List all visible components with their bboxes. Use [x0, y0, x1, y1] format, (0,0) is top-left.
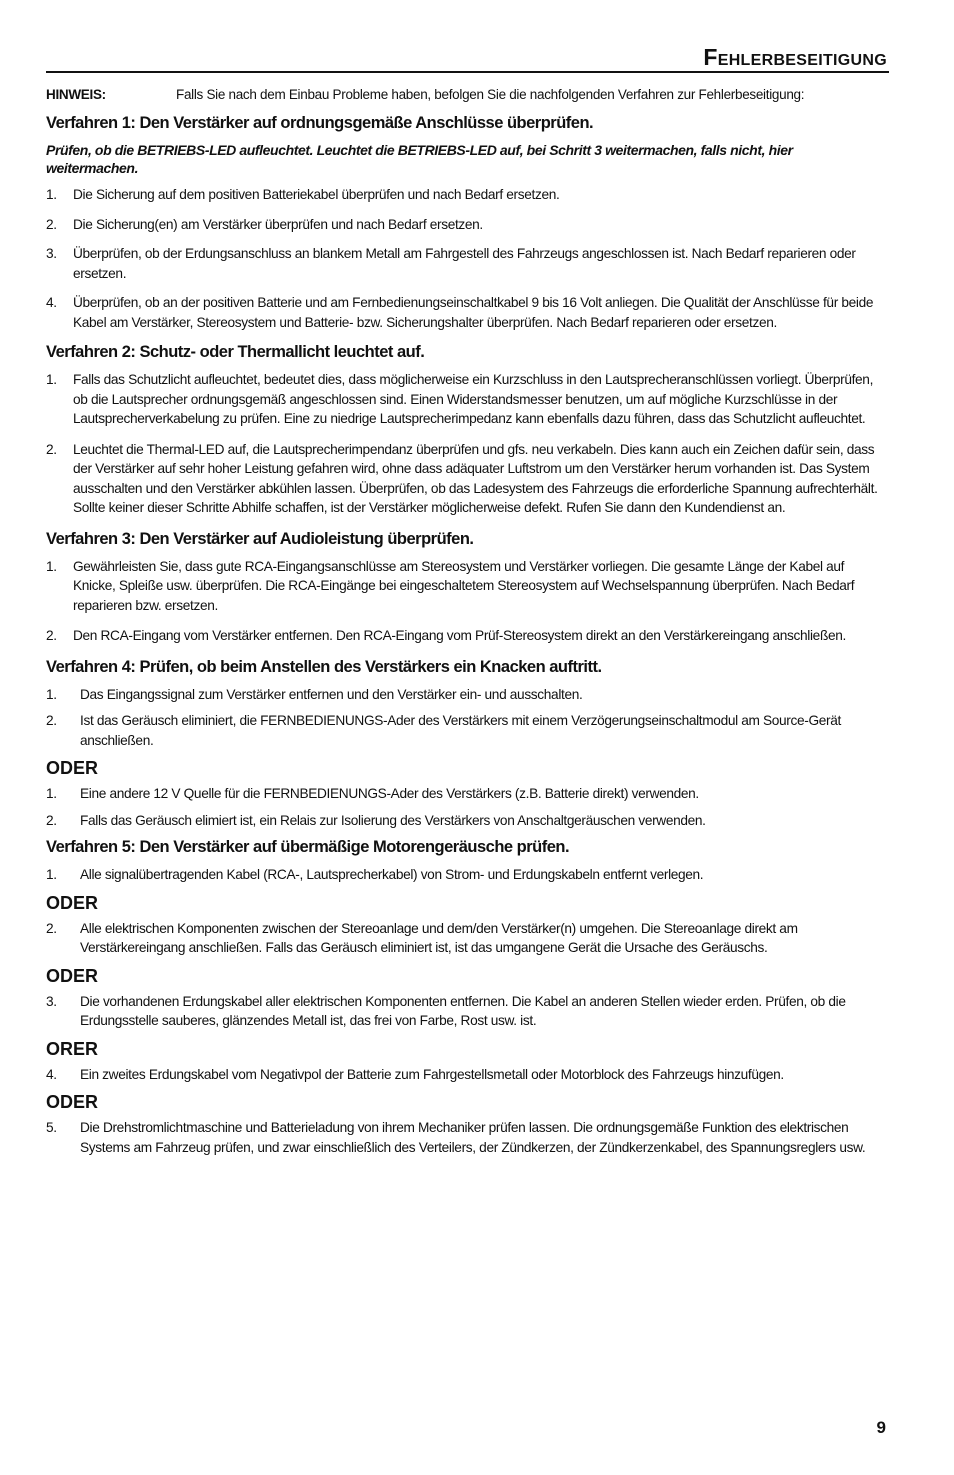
item-number: 1.: [46, 786, 57, 801]
procedure-3-list: [46, 557, 886, 646]
item-text: Ist das Geräusch eliminiert, die FERNBEDIENUNGS-Ader des Verstärkers mit einem Verzögerungseinschaltmodul am Source-Gerät anschließen.: [80, 713, 841, 748]
item-number: 2.: [46, 812, 57, 828]
item-number: 1.: [46, 558, 57, 574]
procedure-5-title: Verfahren 5: Den Verstärker auf übermäßige Motorengeräusche prüfen.: [46, 838, 570, 856]
item-number: 2.: [46, 628, 57, 643]
item-text: Falls das Geräusch elimiert ist, ein Relais zur Isolierung des Verstärkers von Anschaltgeräuschen verwenden.: [80, 812, 706, 828]
item-number: 2.: [46, 216, 57, 232]
procedure-5-list-4: [46, 1065, 886, 1085]
or-label: ODER: [46, 1092, 99, 1112]
item-text: Die vorhandenen Erdungskabel aller elektrischen Komponenten entfernen. Die Kabel an anderen Stellen wieder erden. Prüfen, ob die Erdungsstelle sauberes, glänzendes Metall ist, das frei von Farbe, Rost usw. ist.: [80, 993, 846, 1028]
item-number: 3.: [46, 246, 57, 261]
note-text: Falls Sie nach dem Einbau Probleme haben, befolgen Sie die nachfolgenden Verfahren zur Fehlerbeseitigung:: [176, 87, 805, 102]
note: [46, 86, 886, 104]
item-number: 2.: [46, 920, 57, 936]
item-text: Die Sicherung auf dem positiven Batteriekabel überprüfen und nach Bedarf ersetzen.: [73, 187, 560, 202]
list-item: [46, 811, 886, 831]
item-text: Überprüfen, ob der Erdungsanschluss an blankem Metall am Fahrgestell des Fahrzeugs angeschlossen ist. Nach Bedarf reparieren oder ersetzen.: [73, 246, 856, 281]
item-number: 1.: [46, 867, 57, 882]
list-item: [46, 919, 886, 958]
section-title: Fehlerbeseitigung: [703, 44, 887, 70]
note-label: HINWEIS:: [46, 87, 106, 102]
item-number: 1.: [46, 187, 57, 202]
item-text: Ein zweites Erdungskabel vom Negativpol der Batterie zum Fahrgestellsmetall oder Motorblock des Fahrzeugs hinzufügen.: [80, 1066, 784, 1082]
or-label: ODER: [46, 758, 99, 778]
item-number: 2.: [46, 713, 57, 728]
list-item: [46, 626, 886, 646]
procedure-5-list-1: [46, 865, 886, 885]
procedure-4-alt-list: [46, 784, 886, 830]
item-text: Überprüfen, ob an der positiven Batterie und am Fernbedienungseinschaltkabel 9 bis 16 Volt anliegen. Die Qualität der Anschlüsse für beide Kabel am Verstärker, Stereosystem und Batterie- bzw. Sicherungshalter überprüfen. Nach Bedarf reparieren oder ersetzen.: [73, 295, 874, 330]
item-text: Die Drehstromlichtmaschine und Batterieladung von ihrem Mechaniker prüfen lassen. Die ordnungsgemäße Funktion des elektrischen Systems am Fahrzeug prüfen, und zwar einschließlich des Verteilers, der Zündkerzen, der Zündkerzenkabel, des Spannungsreglers usw.: [80, 1120, 866, 1155]
item-text: Eine andere 12 V Quelle für die FERNBEDIENUNGS-Ader des Verstärkers (z.B. Batterie direkt) verwenden.: [80, 786, 699, 801]
list-item: [46, 1118, 886, 1157]
list-item: [46, 440, 886, 518]
item-number: 1.: [46, 372, 57, 387]
item-text: Das Eingangssignal zum Verstärker entfernen und den Verstärker ein- und ausschalten.: [80, 686, 583, 702]
item-number: 1.: [46, 686, 57, 702]
procedure-2-list: [46, 370, 886, 518]
list-item: [46, 557, 886, 616]
item-text: Leuchtet die Thermal-LED auf, die Lautsprecherimpendanz überprüfen und gfs. neu verkabeln. Dies kann auch ein Zeichen dafür sein, dass der Verstärker auf sehr hoher Leistung gefahren wird, ohne dass adäquater Luftstrom um den Verstärker herum vorhanden ist. Das System ausschalten und den Verstärker abkühlen lassen. Überprüfen, ob das Ladesystem des Fahrzeugs die erforderliche Spannung aufrechterhält. Sollte keiner dieser Schritte Abhilfe schaffen, ist der Verstärker möglicherweise defekt. Rufen Sie dann den Kundendienst an.: [73, 441, 878, 515]
list-item: [46, 711, 886, 750]
item-number: 5.: [46, 1120, 57, 1135]
list-item: [46, 293, 886, 332]
item-text: Alle signalübertragenden Kabel (RCA-, Lautsprecherkabel) von Strom- und Erdungskabeln entfernt verlegen.: [80, 867, 704, 882]
procedure-5-list-2: [46, 919, 886, 958]
list-item: [46, 244, 886, 283]
item-text: Gewährleisten Sie, dass gute RCA-Eingangsanschlüsse am Stereosystem und Verstärker vorliegen. Die gesamte Länge der Kabel auf Knicke, Spleiße usw. überprüfen. Die RCA-Eingänge bei eingeschaltetem Stereosystem auf Wechselspannung überprüfen. Nach Bedarf reparieren bzw. ersetzen.: [73, 558, 855, 613]
item-number: 2.: [46, 441, 57, 457]
page-number: 9: [876, 1418, 886, 1437]
procedure-1-list: [46, 185, 886, 332]
item-text: Falls das Schutzlicht aufleuchtet, bedeutet dies, dass möglicherweise ein Kurzschluss in den Lautsprecheranschlüssen vorliegt. Überprüfen, ob die Lautsprecher ordnungsgemäß angeschlossen sind. Einen Widerstandsmesser benutzen, um auf mögliche Kurzschlüsse in der Lautsprecherverkabelung zu prüfen. Eine zu niedrige Lautsprecherimpedanz kann ebenfalls dazu führen, dass das Schutzlicht aufleuchtet.: [73, 372, 874, 426]
item-number: 3.: [46, 993, 57, 1009]
page-header: [46, 44, 889, 73]
list-item: [46, 685, 886, 705]
list-item: [46, 215, 886, 235]
list-item: [46, 1065, 886, 1085]
item-number: 4.: [46, 295, 57, 310]
page-content: [46, 86, 886, 1164]
procedure-2-title: Verfahren 2: Schutz- oder Thermallicht leuchtet auf.: [46, 343, 425, 361]
procedure-1-title: Verfahren 1: Den Verstärker auf ordnungsgemäße Anschlüsse überprüfen.: [46, 114, 594, 132]
list-item: [46, 992, 886, 1031]
list-item: [46, 865, 886, 885]
item-number: 4.: [46, 1066, 57, 1082]
procedure-5-list-5: [46, 1118, 886, 1157]
procedure-3-title: Verfahren 3: Den Verstärker auf Audioleistung überprüfen.: [46, 529, 474, 548]
list-item: [46, 370, 886, 429]
procedure-4-list: [46, 685, 886, 751]
or-label: ODER: [46, 965, 99, 986]
item-text: Den RCA-Eingang vom Verstärker entfernen. Den RCA-Eingang vom Prüf-Stereosystem direkt an den Verstärkereingang anschließen.: [73, 628, 846, 643]
procedure-5-list-3: [46, 992, 886, 1031]
or-label: ORER: [46, 1038, 99, 1059]
procedure-1-instruction: Prüfen, ob die BETRIEBS-LED aufleuchtet. Leuchtet die BETRIEBS-LED auf, bei Schritt 3 weitermachen, falls nicht, hier weitermachen.: [46, 142, 793, 176]
or-label: ODER: [46, 892, 99, 913]
item-text: Die Sicherung(en) am Verstärker überprüfen und nach Bedarf ersetzen.: [73, 216, 483, 232]
item-text: Alle elektrischen Komponenten zwischen der Stereoanlage und dem/den Verstärker(n) umgehen. Die Stereoanlage direkt am Verstärkereingang anschließen. Falls das Geräusch eliminiert ist, ist das umgangene Gerät die Ursache des Geräuschs.: [80, 920, 798, 955]
list-item: [46, 784, 886, 804]
list-item: [46, 185, 886, 205]
procedure-4-title: Verfahren 4: Prüfen, ob beim Anstellen des Verstärkers ein Knacken auftritt.: [46, 657, 602, 676]
